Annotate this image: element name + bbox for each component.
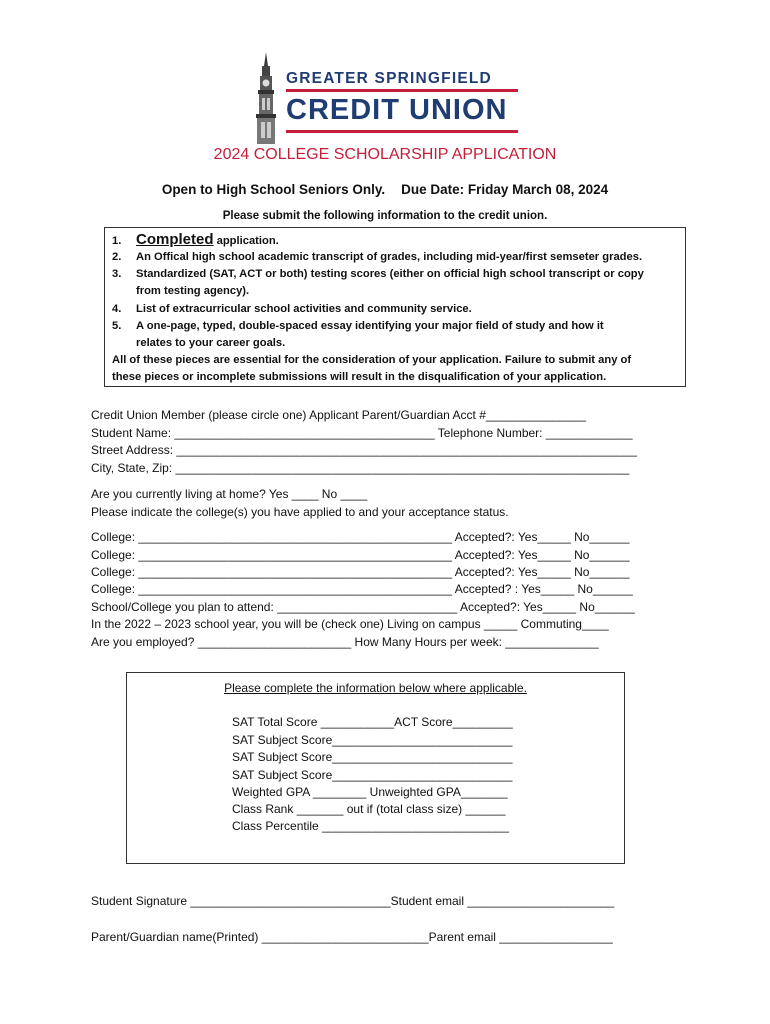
requirement-text: application. [213, 235, 279, 247]
sat-act-score-line[interactable]: SAT Total Score ___________ACT Score_________ [232, 715, 513, 729]
due-date-text: Due Date: Friday March 08, 2024 [401, 182, 609, 197]
requirement-text: An Offical high school academic transcript of grades, including mid-year/first semseter grades. [136, 251, 643, 263]
street-address-line[interactable]: Street Address: _____________________________________________________________________ [91, 443, 637, 457]
requirement-5-continued: relates to your career goals. [136, 337, 286, 349]
requirement-4 [112, 303, 472, 315]
employment-line[interactable]: Are you employed? _______________________ How Many Hours per week: ______________ [91, 635, 599, 649]
member-line[interactable]: Credit Union Member (please circle one) Applicant Parent/Guardian Acct #_______________ [91, 408, 586, 422]
disqualification-note-2: these pieces or incomplete submissions will result in the disqualification of your application. [112, 371, 607, 383]
requirement-number: 3. [112, 268, 122, 280]
requirement-3 [112, 268, 644, 280]
logo-divider [286, 89, 518, 92]
scores-box [126, 672, 625, 864]
logo-line-1: GREATER SPRINGFIELD [286, 70, 492, 87]
page-title: 2024 COLLEGE SCHOLARSHIP APPLICATION [213, 146, 557, 163]
school-year-line[interactable]: In the 2022 – 2023 school year, you will be (check one) Living on campus _____ Commuting____ [91, 617, 609, 631]
instructions: Please submit the following information to the credit union. [222, 210, 548, 222]
gpa-line[interactable]: Weighted GPA ________ Unweighted GPA_______ [232, 785, 508, 799]
requirement-text: A one-page, typed, double-spaced essay identifying your major field of study and how it [136, 320, 604, 332]
requirement-5 [112, 320, 604, 332]
requirement-number: 4. [112, 303, 122, 315]
requirement-number: 1. [112, 235, 122, 247]
sat-subject-score-line-3[interactable]: SAT Subject Score___________________________ [232, 768, 513, 782]
parent-name-line[interactable]: Parent/Guardian name(Printed) _________________________Parent email _________________ [91, 930, 613, 944]
credit-union-logo [250, 52, 522, 144]
logo-underline [286, 130, 518, 133]
requirement-3-continued: from testing agency). [136, 285, 250, 297]
indicate-colleges-text: Please indicate the college(s) you have applied to and your acceptance status. [91, 505, 509, 519]
clock-tower-icon [250, 52, 282, 144]
scores-heading: Please complete the information below where applicable. [224, 681, 527, 695]
requirements-box [104, 227, 686, 387]
requirement-text: Standardized (SAT, ACT or both) testing scores (either on official high school transcript or copy [136, 268, 644, 280]
requirement-emphasis: Completed [136, 231, 214, 248]
logo-line-2: CREDIT UNION [286, 94, 508, 126]
eligibility-text: Open to High School Seniors Only. [161, 182, 386, 197]
college-line-3[interactable]: College: _______________________________________________ Accepted?: Yes_____ No______ [91, 565, 630, 579]
college-line-4[interactable]: College: _______________________________________________ Accepted? : Yes_____ No______ [91, 582, 633, 596]
college-line-2[interactable]: College: _______________________________________________ Accepted?: Yes_____ No______ [91, 548, 630, 562]
city-state-zip-line[interactable]: City, State, Zip: ____________________________________________________________________ [91, 461, 630, 475]
subtitle [0, 182, 770, 197]
student-signature-line[interactable]: Student Signature ______________________________Student email ______________________ [91, 894, 615, 908]
requirement-number: 2. [112, 251, 122, 263]
requirement-2 [112, 251, 642, 263]
requirement-1 [112, 231, 279, 248]
college-line-1[interactable]: College: _______________________________________________ Accepted?: Yes_____ No______ [91, 530, 630, 544]
sat-subject-score-line-1[interactable]: SAT Subject Score___________________________ [232, 733, 513, 747]
class-percentile-line[interactable]: Class Percentile ____________________________ [232, 819, 509, 833]
living-at-home-line[interactable]: Are you currently living at home? Yes ____ No ____ [91, 487, 368, 501]
student-name-line[interactable]: Student Name: _______________________________________ Telephone Number: _____________ [91, 426, 633, 440]
disqualification-note-1: All of these pieces are essential for the consideration of your application. Failure to submit any of [112, 354, 632, 366]
requirement-text: List of extracurricular school activities and community service. [136, 303, 472, 315]
plan-to-attend-line[interactable]: School/College you plan to attend: ___________________________ Accepted?: Yes_____ No______ [91, 600, 635, 614]
sat-subject-score-line-2[interactable]: SAT Subject Score___________________________ [232, 750, 513, 764]
requirement-number: 5. [112, 320, 122, 332]
class-rank-line[interactable]: Class Rank _______ out if (total class size) ______ [232, 802, 506, 816]
